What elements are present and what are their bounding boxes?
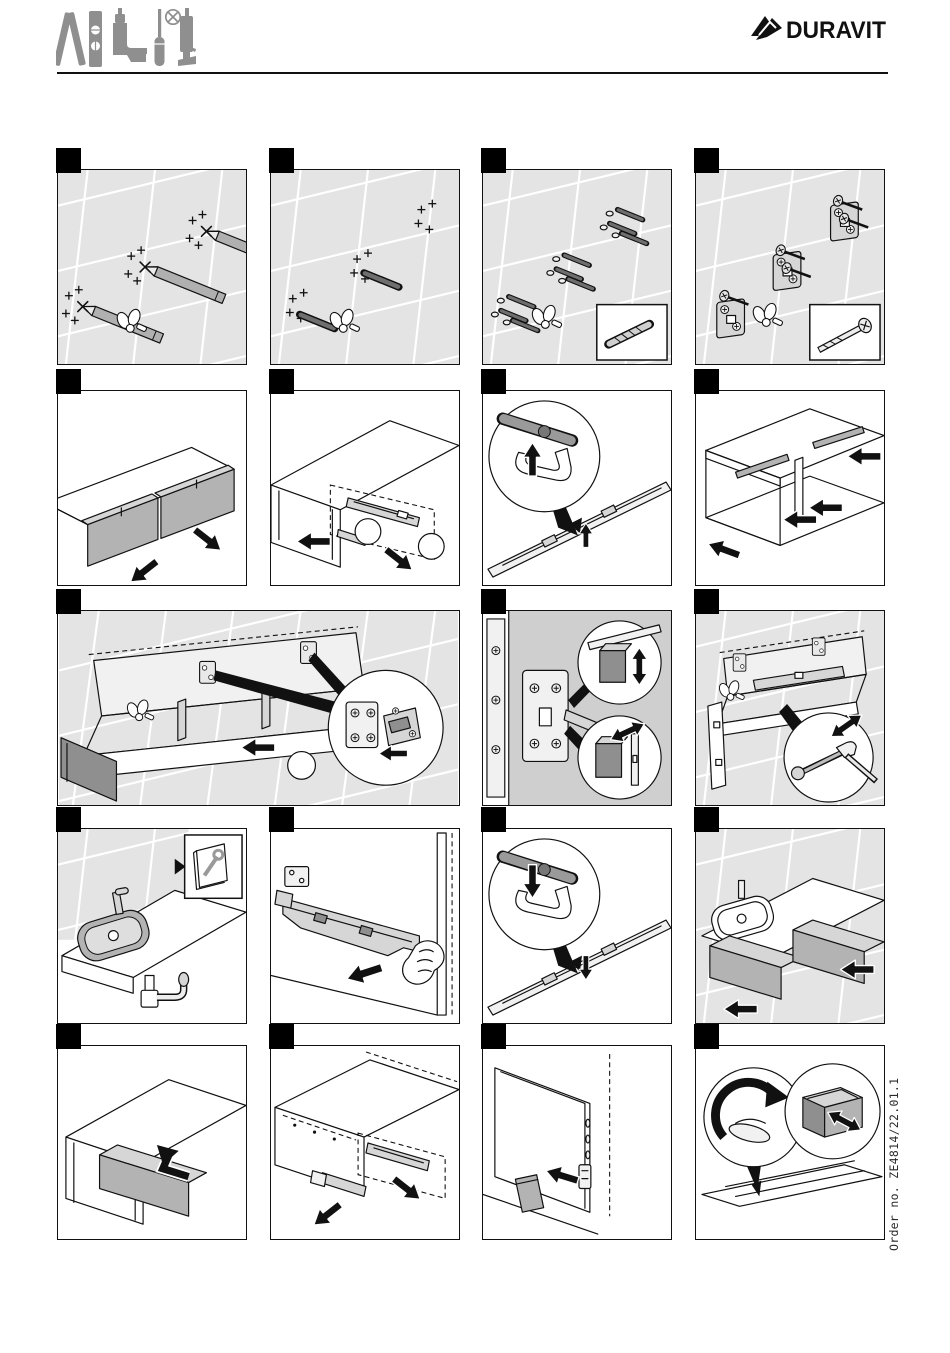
step-panel-5	[57, 390, 247, 586]
step-badge	[481, 807, 506, 832]
step-badge	[694, 1024, 719, 1049]
insert-drawer-illustration	[58, 1046, 246, 1239]
push-drawers-illustration	[696, 829, 884, 1023]
duravit-logo	[750, 13, 890, 47]
faucet	[739, 880, 745, 898]
step-badge	[269, 1024, 294, 1049]
step-badge	[694, 369, 719, 394]
step-badge	[56, 148, 81, 173]
unlock-clip-illustration	[483, 391, 671, 585]
clip	[579, 1165, 591, 1189]
callout-circle	[418, 534, 444, 560]
step-panel-19	[695, 1045, 885, 1240]
step-badge	[481, 589, 506, 614]
step-panel-8	[695, 390, 885, 586]
tighten-fixing-illustration	[696, 611, 884, 805]
required-tools	[56, 8, 196, 70]
lock-clip-illustration	[483, 829, 671, 1023]
siphon-trap	[141, 973, 188, 1008]
step-badge	[56, 589, 81, 614]
step-panel-18	[482, 1045, 672, 1240]
callout-circle	[288, 752, 316, 780]
step-panel-13	[270, 828, 460, 1024]
cordless-drill-icon	[113, 8, 147, 62]
logo-text: DURAVIT	[786, 17, 887, 44]
callout-circle	[355, 519, 381, 545]
step-panel-11	[695, 610, 885, 806]
step-badge	[269, 148, 294, 173]
pull-runner-illustration	[271, 829, 459, 1023]
insert-runners-illustration	[696, 391, 884, 585]
step-panel-2	[270, 169, 460, 365]
remove-drawers-illustration	[58, 391, 246, 585]
folding-rule-icon	[56, 12, 86, 66]
order-number: Order no. ZE4814/22.01.1	[887, 1077, 901, 1251]
step-panel-1	[57, 169, 247, 365]
screw-inset	[810, 305, 880, 360]
spirit-level-icon	[89, 11, 102, 67]
back-panel-clip-illustration	[483, 1046, 671, 1239]
screwdriver-icon	[155, 9, 165, 66]
detach-runners-illustration	[271, 1046, 459, 1239]
step-badge	[56, 1024, 81, 1049]
drill-holes-illustration	[271, 170, 459, 364]
step-badge	[694, 807, 719, 832]
washbasin-trap-illustration	[58, 829, 246, 1023]
step-badge	[481, 1024, 506, 1049]
wall-brackets-illustration	[696, 170, 884, 364]
step-panel-16	[57, 1045, 247, 1240]
release-runners-illustration	[271, 391, 459, 585]
crossed-circle-icon	[166, 10, 180, 24]
step-badge	[269, 807, 294, 832]
step-panel-15	[695, 828, 885, 1024]
step-panel-10	[482, 610, 672, 806]
step-panel-7	[482, 390, 672, 586]
duravit-bird-icon	[751, 16, 782, 40]
wall-plugs-illustration	[483, 170, 671, 364]
step-panel-9	[57, 610, 460, 806]
step-panel-6	[270, 390, 460, 586]
hang-cabinet-illustration	[58, 611, 459, 805]
caulking-gun-icon	[178, 8, 196, 66]
wall-plug-inset	[597, 305, 667, 360]
step-badge	[694, 589, 719, 614]
step-panel-3	[482, 169, 672, 365]
step-badge	[694, 148, 719, 173]
step-badge	[481, 369, 506, 394]
adjust-cabinet-illustration	[483, 611, 671, 805]
step-badge	[56, 807, 81, 832]
step-badge	[269, 369, 294, 394]
step-badge	[56, 369, 81, 394]
step-panel-14	[482, 828, 672, 1024]
manual-inset	[175, 835, 242, 898]
step-panel-17	[270, 1045, 460, 1240]
mark-positions-illustration	[58, 170, 246, 364]
header-divider	[57, 72, 888, 74]
step-panel-4	[695, 169, 885, 365]
step-panel-12	[57, 828, 247, 1024]
step-badge	[481, 148, 506, 173]
adjust-front-illustration	[696, 1046, 884, 1239]
